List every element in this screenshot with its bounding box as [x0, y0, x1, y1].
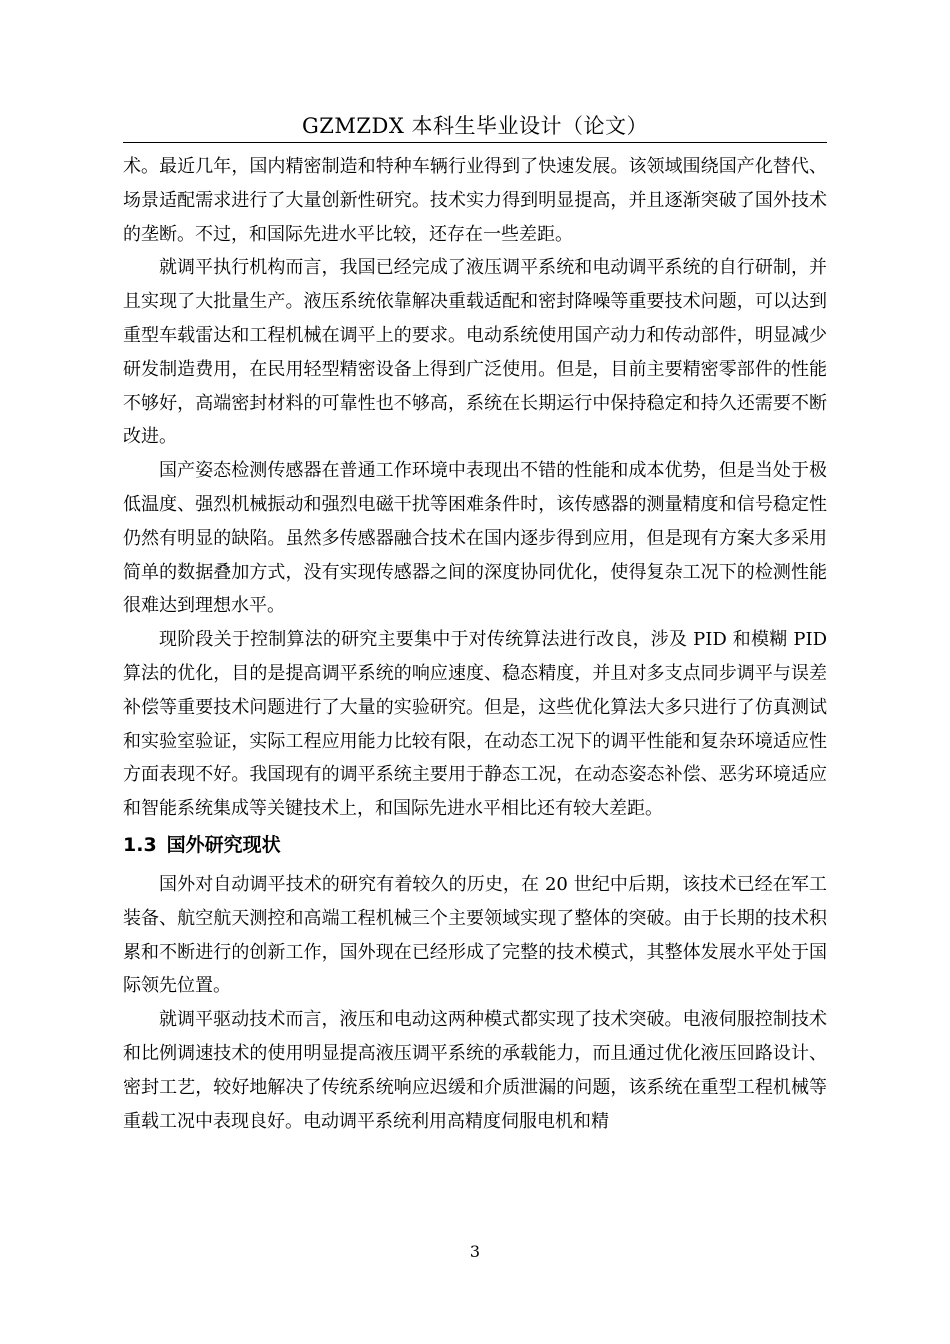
section-number: 1.3	[123, 833, 157, 856]
body-paragraph: 就调平执行机构而言，我国已经完成了液压调平系统和电动调平系统的自行研制，并且实现了大批量生产。液压系统依靠解决重载适配和密封降噪等重要技术问题，可以达到重型车载雷达和工程机械在调平上的要求。电动系统使用国产动力和传动部件，明显减少研发制造费用，在民用轻型精密设备上得到广泛使用。但是，目前主要精密零部件的性能不够好，高端密封材料的可靠性也不够高，系统在长期运行中保持稳定和持久还需要不断改进。	[123, 257, 827, 448]
page-body	[123, 150, 827, 1138]
section-title: 国外研究现状	[166, 833, 281, 856]
section-heading	[123, 828, 827, 862]
body-paragraph: 国外对自动调平技术的研究有着较久的历史，在 20 世纪中后期，该技术已经在军工装备、航空航天测控和高端工程机械三个主要领域实现了整体的突破。由于长期的技术积累和不断进行的创新工作，国外现在已经形成了完整的技术模式，其整体发展水平处于国际领先位置。	[123, 873, 827, 997]
body-paragraph: 现阶段关于控制算法的研究主要集中于对传统算法进行改良，涉及 PID 和模糊 PID 算法的优化，目的是提高调平系统的响应速度、稳态精度，并且对多支点同步调平与误差补偿等重要技术问题进行了大量的实验研究。但是，这些优化算法大多只进行了仿真测试和实验室验证，实际工程应用能力比较有限，在动态工况下的调平性能和复杂环境适应性方面表现不好。我国现有的调平系统主要用于静态工况，在动态姿态补偿、恶劣环境适应和智能系统集成等关键技术上，和国际先进水平相比还有较大差距。	[123, 629, 827, 820]
body-paragraph: 就调平驱动技术而言，液压和电动这两种模式都实现了技术突破。电液伺服控制技术和比例调速技术的使用明显提高液压调平系统的承载能力，而且通过优化液压回路设计、密封工艺，较好地解决了传统系统响应迟缓和介质泄漏的问题，该系统在重型工程机械等重载工况中表现良好。电动调平系统利用高精度伺服电机和精	[123, 1009, 827, 1132]
page-header-title: GZMZDX 本科生毕业设计（论文）	[302, 114, 648, 138]
body-paragraph: 国产姿态检测传感器在普通工作环境中表现出不错的性能和成本优势，但是当处于极低温度、强烈机械振动和强烈电磁干扰等困难条件时，该传感器的测量精度和信号稳定性仍然有明显的缺陷。虽然多传感器融合技术在国内逐步得到应用，但是现有方案大多采用简单的数据叠加方式，没有实现传感器之间的深度协同优化，使得复杂工况下的检测性能很难达到理想水平。	[123, 460, 827, 617]
header-divider	[123, 142, 827, 143]
page-number: 3	[469, 1242, 481, 1261]
body-paragraph: 术。最近几年，国内精密制造和特种车辆行业得到了快速发展。该领域围绕国产化替代、场景适配需求进行了大量创新性研究。技术实力得到明显提高，并且逐渐突破了国外技术的垄断。不过，和国际先进水平比较，还存在一些差距。	[123, 156, 827, 245]
